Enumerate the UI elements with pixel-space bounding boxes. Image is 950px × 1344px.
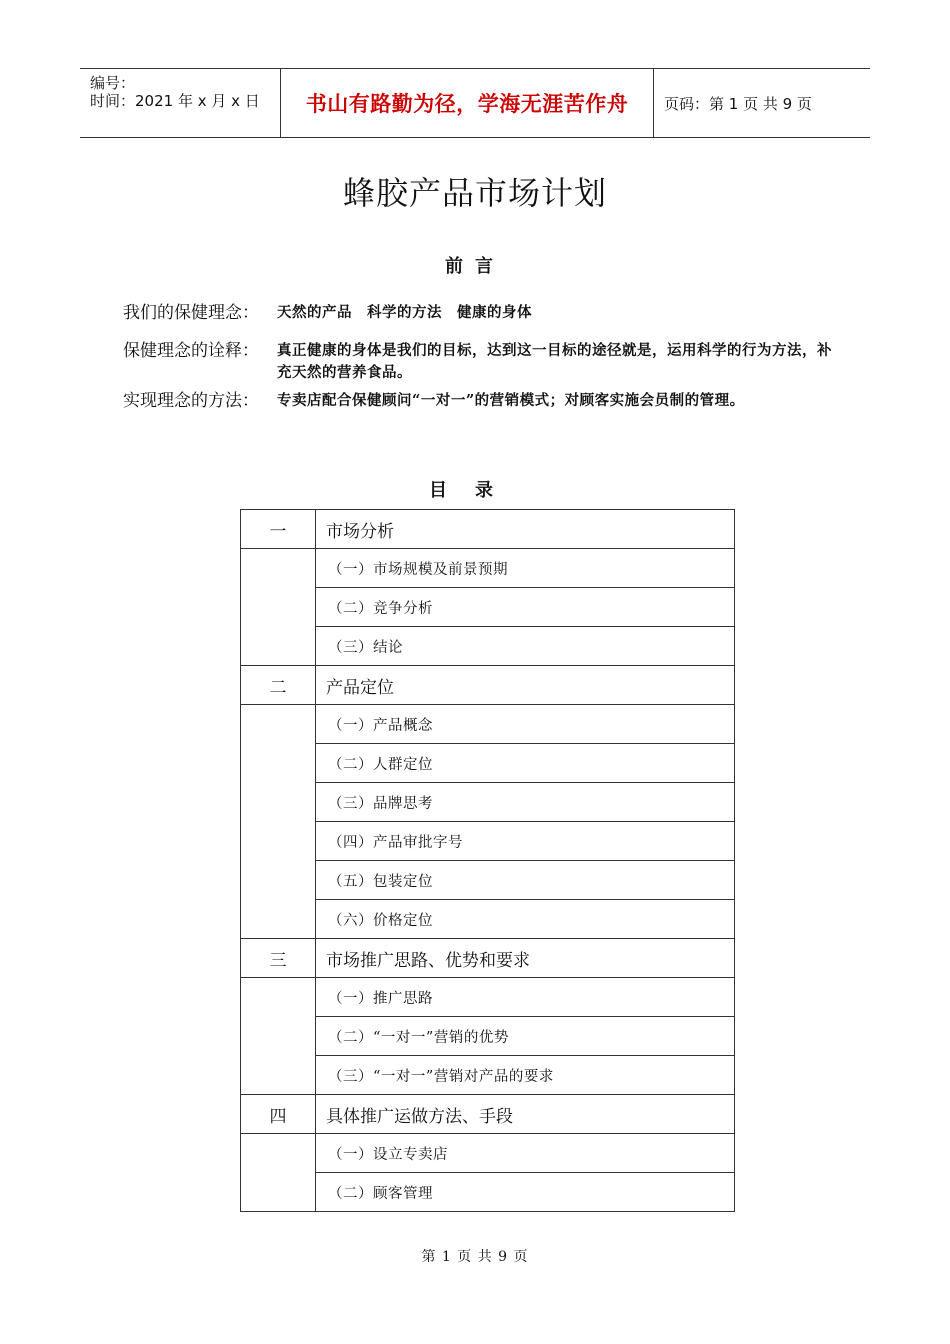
toc-heading: 目录	[429, 480, 521, 501]
toc-item-row	[241, 861, 735, 900]
toc-item: （二）“一对一”营销的优势	[316, 1017, 735, 1056]
toc-item: （一）市场规模及前景预期	[316, 549, 735, 588]
toc-section-number: 四	[241, 1095, 316, 1134]
intro-text: 天然的产品 科学的方法 健康的身体	[277, 304, 532, 321]
header-slogan: 书山有路勤为径，学海无涯苦作舟	[281, 69, 654, 137]
toc-item: （一）产品概念	[316, 705, 735, 744]
document-title: 蜂胶产品市场计划	[342, 174, 607, 212]
toc-section-row	[241, 666, 735, 705]
toc-item: （四）产品审批字号	[316, 822, 735, 861]
toc-section-number: 三	[241, 939, 316, 978]
toc-item-row	[241, 978, 735, 1017]
intro-label: 我们的保健理念：	[123, 303, 259, 323]
intro-label: 实现理念的方法：	[123, 391, 259, 411]
toc-item-row	[241, 822, 735, 861]
toc-item: （一）推广思路	[316, 978, 735, 1017]
table-of-contents	[240, 509, 735, 1212]
toc-item: （三）品牌思考	[316, 783, 735, 822]
toc-section-row	[241, 1095, 735, 1134]
toc-item-row	[241, 744, 735, 783]
toc-item-row	[241, 1134, 735, 1173]
toc-section-title: 市场分析	[316, 510, 735, 549]
time-label: 时间：2021 年 x 月 x 日	[90, 92, 260, 110]
toc-section-title: 市场推广思路、优势和要求	[316, 939, 735, 978]
intro-text: 专卖店配合保健顾问“一对一”的营销模式；对顾客实施会员制的管理。	[277, 392, 745, 409]
toc-spacer-cell	[241, 1134, 316, 1212]
toc-item-row	[241, 783, 735, 822]
page-header	[80, 68, 870, 138]
preface-heading: 前言	[445, 256, 505, 277]
toc-item: （三）“一对一”营销对产品的要求	[316, 1056, 735, 1095]
toc-item: （一）设立专卖店	[316, 1134, 735, 1173]
toc-item-row	[241, 900, 735, 939]
toc-item-row	[241, 627, 735, 666]
toc-item-row	[241, 1056, 735, 1095]
toc-spacer-cell	[241, 978, 316, 1095]
toc-item: （二）人群定位	[316, 744, 735, 783]
toc-section-number: 二	[241, 666, 316, 705]
header-page-info: 页码：第 1 页 共 9 页	[664, 94, 812, 113]
page-footer: 第 1 页 共 9 页	[421, 1249, 529, 1265]
toc-section-row	[241, 510, 735, 549]
toc-section-row	[241, 939, 735, 978]
toc-item: （三）结论	[316, 627, 735, 666]
toc-item-row	[241, 588, 735, 627]
toc-item-row	[241, 549, 735, 588]
toc-item: （二）顾客管理	[316, 1173, 735, 1212]
intro-text: 真正健康的身体是我们的目标，达到这一目标的途径就是，运用科学的行为方法，补充天然的营养食品。	[277, 342, 832, 381]
toc-item: （六）价格定位	[316, 900, 735, 939]
header-meta	[80, 69, 281, 137]
toc-item-row	[241, 705, 735, 744]
toc-item-row	[241, 1017, 735, 1056]
toc-section-title: 产品定位	[316, 666, 735, 705]
number-label: 编号：	[90, 74, 136, 92]
toc-item: （五）包装定位	[316, 861, 735, 900]
toc-item-row	[241, 1173, 735, 1212]
toc-item: （二）竞争分析	[316, 588, 735, 627]
toc-spacer-cell	[241, 549, 316, 666]
toc-section-number: 一	[241, 510, 316, 549]
toc-spacer-cell	[241, 705, 316, 939]
intro-label: 保健理念的诠释：	[123, 341, 259, 361]
toc-section-title: 具体推广运做方法、手段	[316, 1095, 735, 1134]
